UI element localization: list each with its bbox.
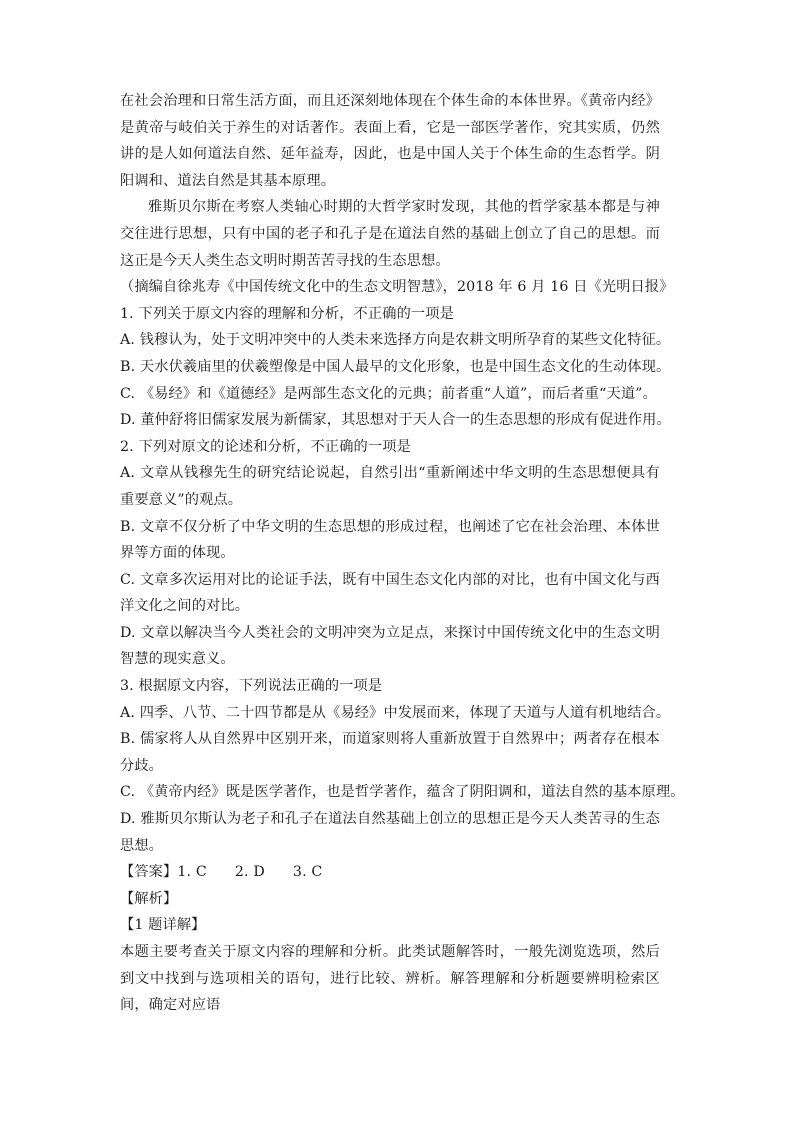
- question-1-option-c: C. 《易经》和《道德经》是两部生态文化的元典；前者重“人道”，而后者重“天道”。: [120, 385, 657, 402]
- answer-label: 【答案】: [120, 864, 178, 881]
- question-3-stem: 3. 根据原文内容，下列说法正确的一项是: [120, 678, 383, 695]
- question-2-stem: 2. 下列对原文的论述和分析，不正确的一项是: [120, 438, 411, 455]
- question-2-option-a: A. 文章从钱穆先生的研究结论说起，自然引出“重新阐述中华文明的生态思想便具有重要意义”的观点。: [120, 465, 660, 508]
- passage-paragraph-2: 雅斯贝尔斯在考察人类轴心时期的大哲学家时发现，其他的哲学家基本都是与神交往进行思想，只有中国的老子和孔子是在道法自然的基础上创立了自己的思想。而这正是今天人类生态文明时期苦苦寻找的生态思想。: [120, 199, 660, 269]
- analysis-text: 本题主要考查关于原文内容的理解和分析。此类试题解答时，一般先浏览选项，然后到文中找到与选项相关的语句，进行比较、辨析。解答理解和分析题要辨明检索区间，确定对应语: [120, 944, 660, 1014]
- answer-item-1: 1. C: [177, 864, 207, 881]
- question-1-option-b: B. 天水伏羲庙里的伏羲塑像是中国人最早的文化形象，也是中国生态文化的生动体现。: [120, 358, 671, 375]
- question-1-option-a: A. 钱穆认为，处于文明冲突中的人类未来选择方向是农耕文明所孕育的某些文化特征。: [120, 332, 671, 349]
- answer-item-3: 3. C: [292, 864, 323, 881]
- answer-line: [120, 859, 660, 886]
- question-1-stem: 1. 下列关于原文内容的理解和分析，不正确的一项是: [120, 305, 454, 322]
- question-3-option-a: A. 四季、八节、二十四节都是从《易经》中发展而来，体现了天道与人道有机地结合。: [120, 704, 671, 721]
- passage-paragraph-1: 在社会治理和日常生活方面，而且还深刻地体现在个体生命的本体世界。《黄帝内经》是黄帝与岐伯关于养生的对话著作。表面上看，它是一部医学著作，究其实质，仍然讲的是人如何道法自然、延年益寿，因此，也是中国人关于个体生命的生态哲学。阴阳调和、道法自然是其基本原理。: [120, 93, 660, 189]
- passage-source: （摘编自徐兆寿《中国传统文化中的生态文明智慧》，2018 年 6 月 16 日《光明日报》: [120, 279, 674, 296]
- question-1-option-d: D. 董仲舒将旧儒家发展为新儒家，其思想对于天人合一的生态思想的形成有促进作用。: [120, 412, 671, 429]
- document-page: [120, 88, 685, 1019]
- analysis-heading: 【解析】: [120, 890, 178, 907]
- question-3-option-c: C. 《黄帝内经》既是医学著作，也是哲学著作，蕴含了阴阳调和，道法自然的基本原理。: [120, 784, 685, 801]
- question-2-option-c: C. 文章多次运用对比的论证手法，既有中国生态文化内部的对比，也有中国文化与西洋文化之间的对比。: [120, 571, 660, 615]
- question-2-option-d: D. 文章以解决当今人类社会的文明冲突为立足点，来探讨中国传统文化中的生态文明智慧的现实意义。: [120, 624, 660, 668]
- question-2-option-b: B. 文章不仅分析了中华文明的生态思想的形成过程，也阐述了它在社会治理、本体世界等方面的体现。: [120, 518, 660, 562]
- answer-item-2: 2. D: [234, 864, 265, 881]
- question-3-option-b: B. 儒家将人从自然界中区别开来，而道家则将人重新放置于自然界中；两者存在根本分歧。: [120, 731, 660, 774]
- analysis-sub-heading: 【1 题详解】: [120, 917, 206, 934]
- question-3-option-d: D. 雅斯贝尔斯认为老子和孔子在道法自然基础上创立的思想正是今天人类苦寻的生态思想。: [120, 811, 660, 854]
